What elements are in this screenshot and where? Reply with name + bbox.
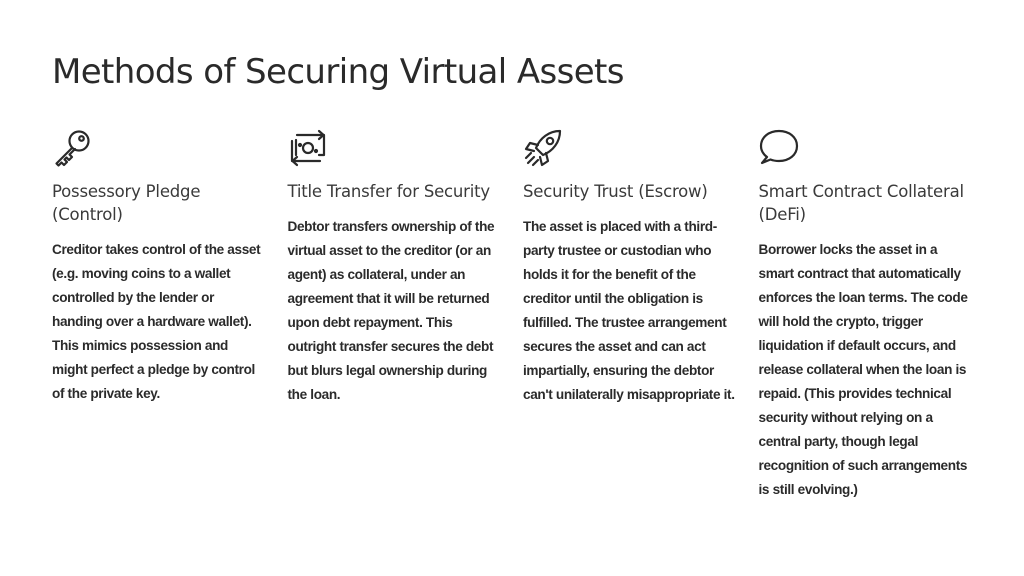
method-column-title-transfer xyxy=(288,128,524,502)
money-exchange-icon xyxy=(288,128,328,168)
method-heading: Possessory Pledge (Control) xyxy=(52,182,201,224)
method-column-smart-contract xyxy=(759,128,995,502)
method-description: Creditor takes control of the asset (e.g. moving coins to a wallet controlled by the lender or handing over a hardware wallet). This mimics possession and might perfect a pledge by control of the private key. xyxy=(52,242,261,401)
methods-columns xyxy=(52,128,982,502)
method-description: Debtor transfers ownership of the virtual asset to the creditor (or an agent) as collateral, under an agreement that it will be returned upon debt repayment. This outright transfer secures the debt but blurs legal ownership during the loan. xyxy=(287,219,495,402)
method-heading: Smart Contract Collateral (DeFi) xyxy=(758,182,964,224)
page-title: Methods of Securing Virtual Assets xyxy=(52,52,624,92)
method-heading: Security Trust (Escrow) xyxy=(523,182,708,201)
method-description: The asset is placed with a third-party trustee or custodian who holds it for the benefit of the creditor until the obligation is fulfilled. The trustee arrangement secures the asset and can act impartially, ensuring the debtor can't unilaterally misappropriate it. xyxy=(523,219,735,402)
method-heading: Title Transfer for Security xyxy=(287,182,490,201)
key-icon xyxy=(52,128,92,168)
rocket-icon xyxy=(523,128,563,168)
speech-bubble-icon xyxy=(759,128,799,168)
method-column-pledge xyxy=(52,128,288,502)
method-column-security-trust xyxy=(523,128,759,502)
method-description: Borrower locks the asset in a smart contract that automatically enforces the loan terms. The code will hold the crypto, trigger liquidation if default occurs, and release collateral when the loan is repaid. (This provides technical security without relying on a central party, though legal recognition of such arrangements is still evolving.) xyxy=(758,242,968,497)
